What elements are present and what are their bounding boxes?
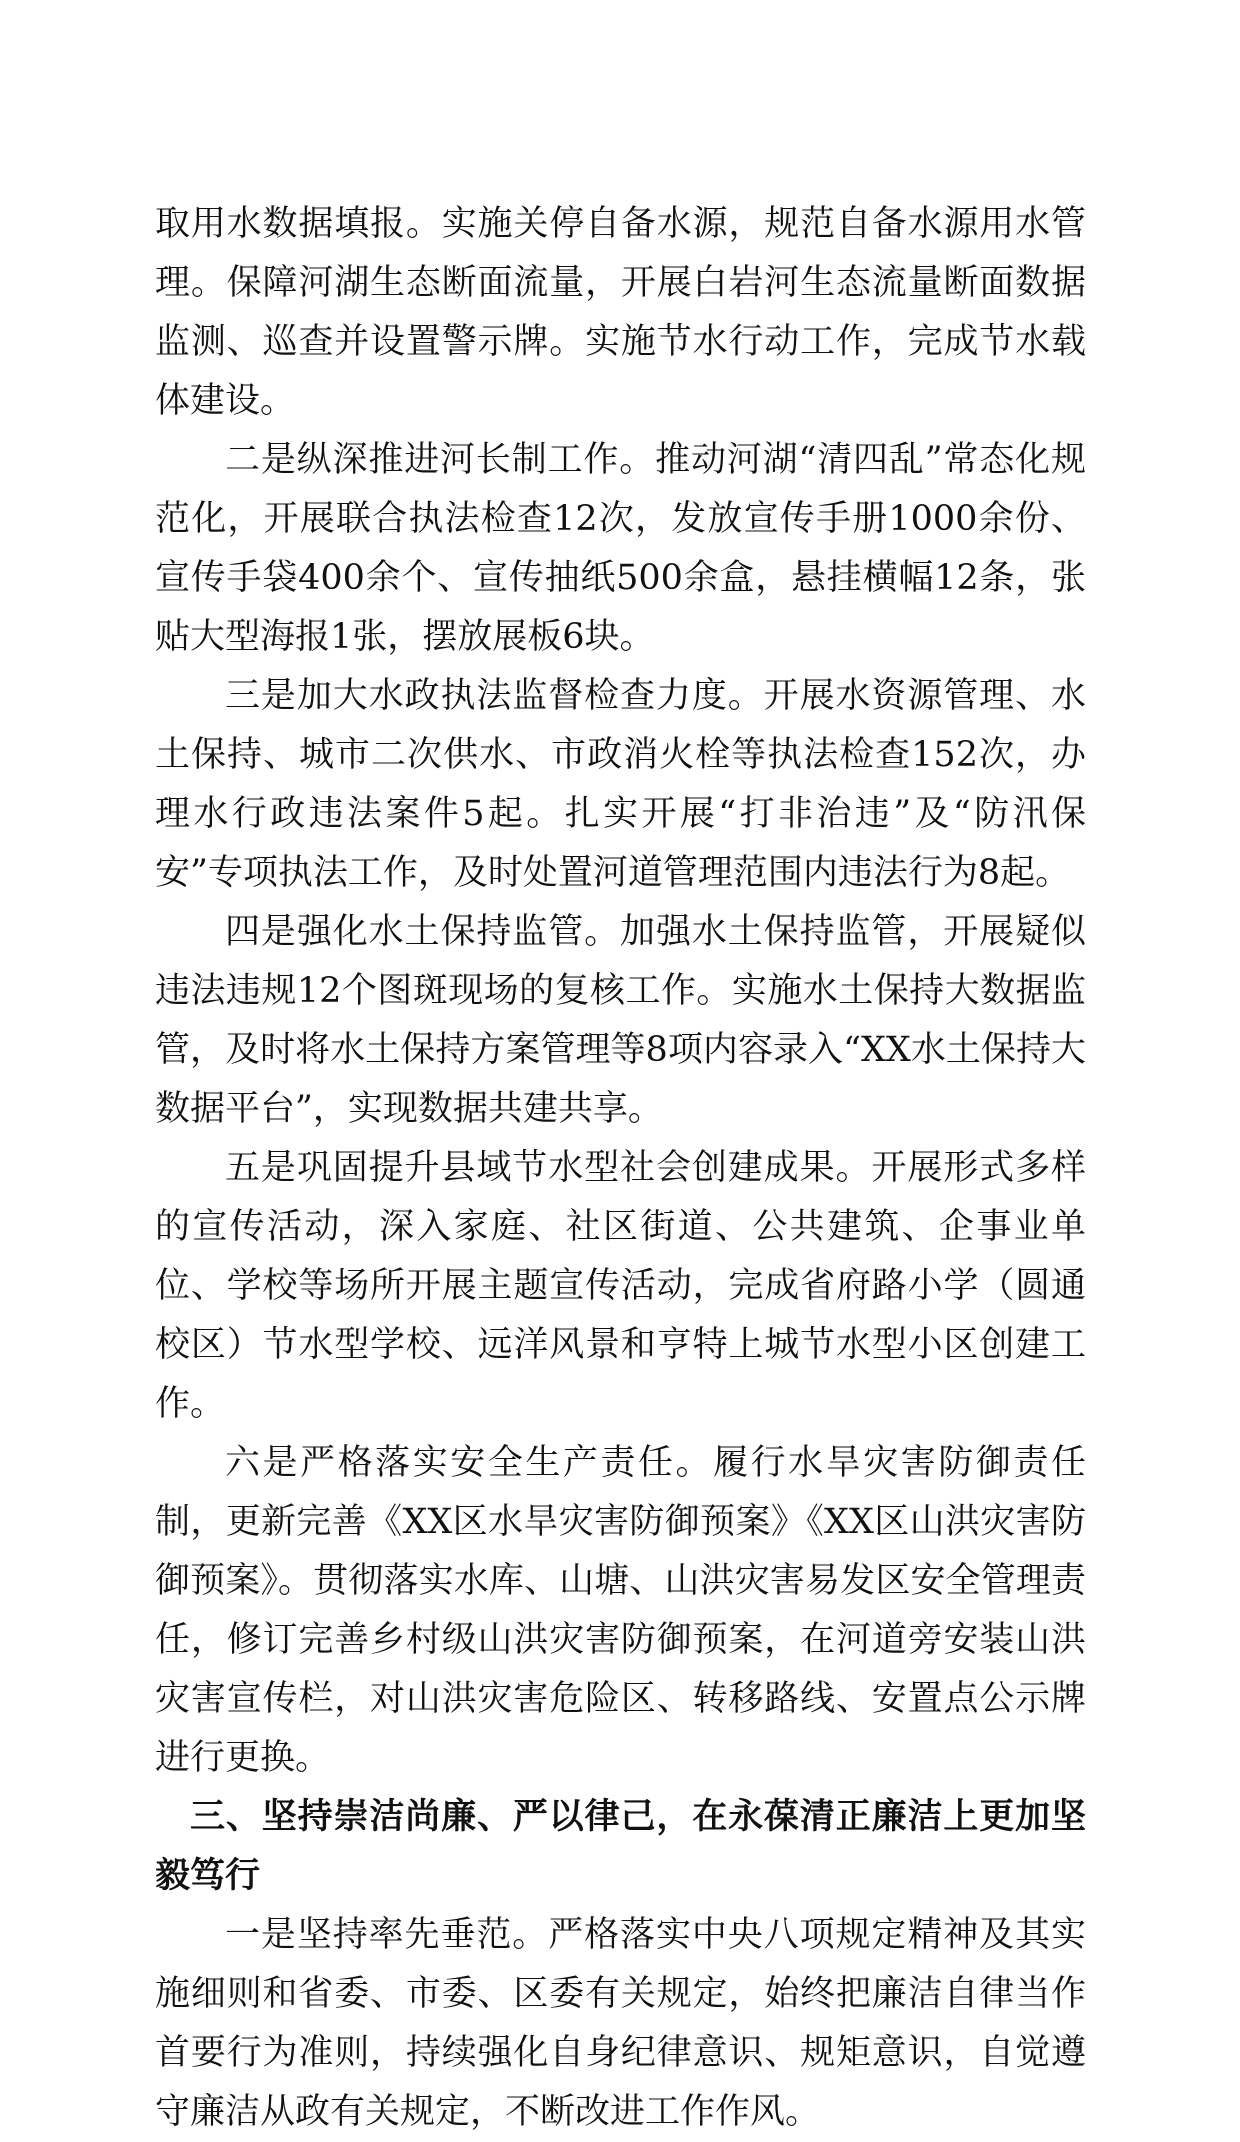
paragraph-river-chief-system: 二是纵深推进河长制工作。推动河湖“清四乱”常态化规范化，开展联合执法检查12次，发放宣传手册1000余份、宣传手袋400余个、宣传抽纸500余盒，悬挂横幅12条，张贴大型海报1张，摆放展板6块。 [155,440,1086,657]
paragraph-soil-conservation: 四是强化水土保持监管。加强水土保持监管，开展疑似违法违规12个图斑现场的复核工作。实施水土保持大数据监管，及时将水土保持方案管理等8项内容录入“XX水土保持大数据平台”，实现数据共建共享。 [155,912,1086,1129]
paragraph-water-resources-continued: 取用水数据填报。实施关停自备水源，规范自备水源用水管理。保障河湖生态断面流量，开展白岩河生态流量断面数据监测、巡查并设置警示牌。实施节水行动工作，完成节水载体建设。 [155,204,1086,421]
paragraph-lead-by-example: 一是坚持率先垂范。严格落实中央八项规定精神及其实施细则和省委、市委、区委有关规定，始终把廉洁自律当作首要行为准则，持续强化自身纪律意识、规矩意识，自觉遵守廉洁从政有关规定，不断改进工作作风。 [155,1915,1086,2132]
paragraph-water-saving-society: 五是巩固提升县域节水型社会创建成果。开展形式多样的宣传活动，深入家庭、社区街道、公共建筑、企事业单位、学校等场所开展主题宣传活动，完成省府路小学（圆通校区）节水型学校、远洋风景和亨特上城节水型小区创建工作。 [155,1148,1086,1424]
document-page [155,195,1086,2142]
paragraph-law-enforcement: 三是加大水政执法监督检查力度。开展水资源管理、水土保持、城市二次供水、市政消火栓等执法检查152次，办理水行政违法案件5起。扎实开展“打非治违”及“防汛保安”专项执法工作，及时处置河道管理范围内违法行为8起。 [155,676,1086,893]
section-heading-integrity: 三、坚持崇洁尚廉、严以律己，在永葆清正廉洁上更加坚毅笃行 [155,1797,1086,1896]
paragraph-safety-production: 六是严格落实安全生产责任。履行水旱灾害防御责任制，更新完善《XX区水旱灾害防御预案》《XX区山洪灾害防御预案》。贯彻落实水库、山塘、山洪灾害易发区安全管理责任，修订完善乡村级山洪灾害防御预案，在河道旁安装山洪灾害宣传栏，对山洪灾害危险区、转移路线、安置点公示牌进行更换。 [155,1443,1086,1778]
